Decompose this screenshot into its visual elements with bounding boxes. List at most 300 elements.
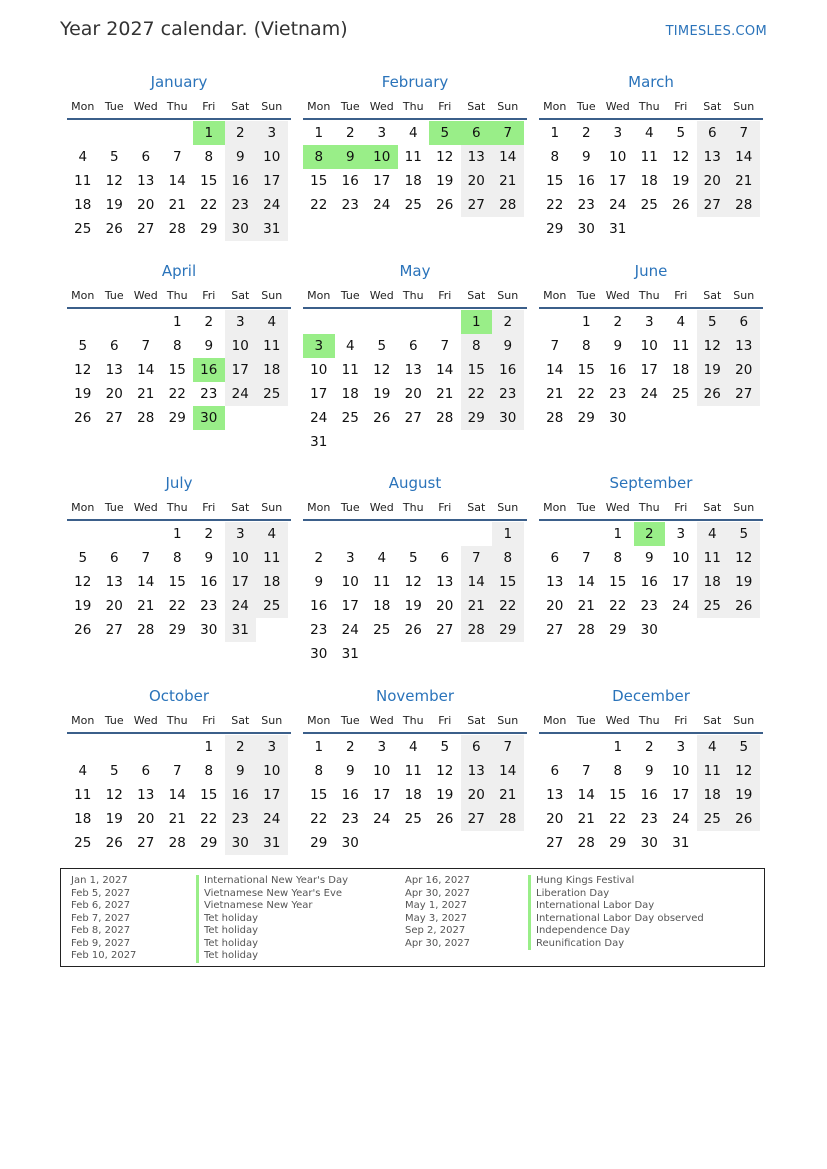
month-march: [539, 70, 763, 241]
month-title: December: [612, 687, 690, 705]
weekend-day-cell: 9: [492, 334, 524, 358]
day-cell: 9: [314, 574, 324, 590]
weekend-day-cell: 14: [492, 759, 524, 783]
day-cell: 24: [310, 410, 328, 426]
weekday-label: Fri: [202, 500, 216, 514]
day-cell: 26: [404, 622, 422, 638]
day-cell: 9: [204, 550, 214, 566]
weekday-header: [67, 495, 291, 521]
day-cell: 29: [200, 835, 218, 851]
weekday-label: Fri: [438, 99, 452, 113]
weekend-day-cell: 2: [225, 121, 257, 145]
weekend-day-cell: 15: [461, 358, 493, 382]
weekend-day-cell: 5: [728, 522, 760, 546]
day-cell: 14: [546, 362, 564, 378]
day-cell: 23: [577, 197, 595, 213]
day-cell: 14: [577, 787, 595, 803]
day-cell: 30: [341, 835, 359, 851]
weekday-label: Wed: [133, 288, 158, 302]
weekday-label: Sat: [467, 713, 486, 727]
weekend-day-cell: 28: [728, 193, 760, 217]
day-cell: 17: [373, 173, 391, 189]
day-cell: 5: [109, 763, 119, 779]
empty-cell: [539, 522, 571, 546]
day-cell: 17: [672, 574, 690, 590]
weekday-label: Sat: [703, 713, 722, 727]
weekend-day-cell: 23: [225, 807, 257, 831]
weekday-label: Mon: [543, 99, 567, 113]
weekend-day-cell: 16: [225, 169, 257, 193]
weekday-label: Thu: [638, 500, 660, 514]
weekend-day-cell: 13: [461, 759, 493, 783]
weekend-day-cell: 31: [256, 217, 288, 241]
legend-holiday-name: Tet holiday: [196, 925, 348, 938]
day-cell: 22: [577, 386, 595, 402]
day-cell: 16: [341, 173, 359, 189]
weekday-label: Sat: [703, 288, 722, 302]
weekday-label: Sun: [261, 500, 283, 514]
legend-date: Feb 9, 2027: [71, 937, 131, 949]
weekend-day-cell: 19: [728, 570, 760, 594]
day-cell: 5: [78, 550, 88, 566]
weekday-label: Tue: [340, 500, 360, 514]
weekday-label: Fri: [202, 288, 216, 302]
day-cell: 11: [640, 149, 658, 165]
day-cell: 5: [377, 338, 387, 354]
weekend-day-cell: 7: [728, 121, 760, 145]
day-cell: 27: [404, 410, 422, 426]
day-cell: 4: [78, 149, 88, 165]
month-title: May: [399, 262, 431, 280]
weekend-day-cell: 14: [492, 145, 524, 169]
day-cell: 29: [609, 835, 627, 851]
day-cell: 11: [74, 787, 92, 803]
weekend-day-cell: 11: [256, 546, 288, 570]
weekday-label: Fri: [674, 288, 688, 302]
weekend-day-cell: 29: [461, 406, 493, 430]
weekday-label: Thu: [402, 713, 424, 727]
day-cell: 14: [168, 787, 186, 803]
weekday-label: Sun: [733, 99, 755, 113]
day-cell: 25: [640, 197, 658, 213]
day-cell: 31: [609, 221, 627, 237]
day-cell: 1: [550, 125, 560, 141]
weekday-label: Tue: [340, 99, 360, 113]
weekend-day-cell: 14: [461, 570, 493, 594]
weekday-label: Thu: [638, 99, 660, 113]
legend-names-col2: [528, 875, 704, 950]
month-february: [303, 70, 527, 217]
day-cell: 17: [672, 787, 690, 803]
day-cell: 20: [105, 598, 123, 614]
day-cell: 30: [577, 221, 595, 237]
day-cell: 26: [74, 410, 92, 426]
weekday-label: Sun: [497, 288, 519, 302]
day-cell: 28: [168, 835, 186, 851]
day-cell: 19: [404, 598, 422, 614]
day-cell: 6: [550, 550, 560, 566]
day-cell: 9: [644, 763, 654, 779]
day-cell: 29: [168, 410, 186, 426]
weekday-label: Tue: [340, 713, 360, 727]
day-cell: 21: [577, 598, 595, 614]
day-cell: 13: [546, 574, 564, 590]
day-cell: 5: [78, 338, 88, 354]
weekday-label: Mon: [543, 713, 567, 727]
holiday-day-cell: 16: [193, 358, 225, 382]
day-cell: 28: [168, 221, 186, 237]
weekend-day-cell: 2: [225, 735, 257, 759]
weekday-label: Thu: [166, 713, 188, 727]
weekend-day-cell: 13: [697, 145, 729, 169]
day-cell: 27: [137, 835, 155, 851]
day-cell: 25: [74, 221, 92, 237]
day-cell: 20: [404, 386, 422, 402]
day-cell: 12: [105, 173, 123, 189]
weekend-day-cell: 28: [492, 807, 524, 831]
weekend-day-cell: 7: [461, 546, 493, 570]
weekday-label: Tue: [576, 288, 596, 302]
weekday-label: Thu: [166, 288, 188, 302]
day-cell: 6: [109, 550, 119, 566]
weekday-label: Wed: [605, 713, 630, 727]
day-cell: 30: [310, 646, 328, 662]
weekend-day-cell: 18: [256, 570, 288, 594]
empty-cell: [99, 121, 131, 145]
weekday-header: [303, 283, 527, 309]
legend-dates-col1: [71, 875, 136, 963]
weekend-day-cell: 29: [492, 618, 524, 642]
legend-date: May 3, 2027: [405, 912, 468, 924]
day-cell: 23: [310, 622, 328, 638]
day-cell: 10: [672, 550, 690, 566]
day-cell: 4: [78, 763, 88, 779]
weekend-day-cell: 25: [697, 807, 729, 831]
day-cell: 7: [172, 763, 182, 779]
weekend-day-cell: 27: [461, 807, 493, 831]
holiday-legend: [60, 868, 765, 967]
holiday-day-cell: 30: [193, 406, 225, 430]
day-cell: 19: [105, 197, 123, 213]
weekday-label: Fri: [438, 288, 452, 302]
day-cell: 12: [672, 149, 690, 165]
weekend-day-cell: 26: [728, 594, 760, 618]
weekend-day-cell: 6: [697, 121, 729, 145]
month-title: November: [375, 687, 455, 705]
weekend-day-cell: 4: [256, 310, 288, 334]
day-cell: 18: [672, 362, 690, 378]
day-cell: 17: [640, 362, 658, 378]
day-cell: 1: [314, 125, 324, 141]
weekend-day-cell: 16: [225, 783, 257, 807]
day-cell: 20: [137, 811, 155, 827]
day-cell: 18: [404, 787, 422, 803]
weekend-day-cell: 15: [492, 570, 524, 594]
day-cell: 26: [74, 622, 92, 638]
weekend-day-cell: 9: [225, 759, 257, 783]
day-cell: 12: [436, 763, 454, 779]
day-cell: 21: [168, 197, 186, 213]
weekend-day-cell: 10: [256, 145, 288, 169]
day-cell: 26: [105, 221, 123, 237]
day-cell: 17: [609, 173, 627, 189]
day-cell: 18: [74, 197, 92, 213]
day-cell: 1: [172, 526, 182, 542]
day-cell: 27: [546, 835, 564, 851]
weekday-header: [67, 94, 291, 120]
month-title: January: [150, 73, 208, 91]
weekend-day-cell: 25: [697, 594, 729, 618]
day-cell: 5: [408, 550, 418, 566]
day-cell: 22: [310, 811, 328, 827]
empty-cell: [130, 735, 162, 759]
legend-date: Feb 8, 2027: [71, 925, 131, 936]
day-cell: 17: [310, 386, 328, 402]
day-cell: 4: [408, 739, 418, 755]
day-cell: 19: [373, 386, 391, 402]
day-cell: 15: [168, 362, 186, 378]
day-cell: 3: [676, 739, 686, 755]
day-cell: 22: [200, 197, 218, 213]
day-cell: 19: [74, 386, 92, 402]
empty-cell: [539, 735, 571, 759]
day-cell: 3: [676, 526, 686, 542]
brand-link[interactable]: TIMESLES.COM: [665, 24, 767, 39]
weekday-header: [67, 708, 291, 734]
weekend-day-cell: 5: [728, 735, 760, 759]
weekend-day-cell: 12: [697, 334, 729, 358]
weekend-day-cell: 26: [697, 382, 729, 406]
weekday-label: Sat: [231, 713, 250, 727]
empty-cell: [99, 735, 131, 759]
legend-holiday-name: Vietnamese New Year's Eve: [196, 888, 348, 901]
legend-holiday-name: International Labor Day observed: [528, 913, 704, 926]
day-cell: 18: [404, 173, 422, 189]
empty-cell: [99, 310, 131, 334]
day-cell: 1: [581, 314, 591, 330]
day-cell: 13: [137, 787, 155, 803]
weekday-label: Thu: [166, 99, 188, 113]
weekday-header: [539, 283, 763, 309]
legend-holiday-name: International New Year's Day: [196, 875, 348, 888]
day-cell: 18: [341, 386, 359, 402]
day-cell: 2: [314, 550, 324, 566]
weekday-label: Wed: [369, 713, 394, 727]
legend-holiday-name: Reunification Day: [528, 938, 704, 951]
day-cell: 1: [613, 739, 623, 755]
empty-cell: [67, 121, 99, 145]
weekend-day-cell: 17: [225, 570, 257, 594]
day-cell: 19: [672, 173, 690, 189]
day-cell: 16: [577, 173, 595, 189]
legend-holiday-name: Tet holiday: [196, 950, 348, 963]
weekend-day-cell: 21: [461, 594, 493, 618]
weekday-label: Sat: [231, 99, 250, 113]
day-cell: 15: [310, 173, 328, 189]
legend-date: Apr 30, 2027: [405, 887, 471, 899]
day-cell: 12: [404, 574, 422, 590]
weekday-header: [303, 708, 527, 734]
day-cell: 25: [404, 811, 422, 827]
weekend-day-cell: 10: [225, 546, 257, 570]
weekend-day-cell: 16: [492, 358, 524, 382]
day-cell: 8: [172, 338, 182, 354]
legend-date: Apr 16, 2027: [405, 875, 471, 886]
day-cell: 20: [546, 811, 564, 827]
day-cell: 27: [105, 622, 123, 638]
empty-cell: [398, 310, 430, 334]
day-cell: 5: [676, 125, 686, 141]
weekday-label: Mon: [307, 500, 331, 514]
month-november: [303, 684, 527, 855]
weekday-label: Wed: [133, 500, 158, 514]
month-may: [303, 259, 527, 454]
weekend-day-cell: 5: [697, 310, 729, 334]
weekday-label: Fri: [674, 500, 688, 514]
weekday-label: Sun: [261, 713, 283, 727]
day-cell: 16: [609, 362, 627, 378]
days-grid: [303, 310, 527, 454]
month-title: July: [165, 474, 193, 492]
empty-cell: [303, 310, 335, 334]
day-cell: 1: [204, 739, 214, 755]
empty-cell: [461, 522, 493, 546]
empty-cell: [130, 310, 162, 334]
month-title: March: [628, 73, 674, 91]
weekday-label: Sat: [231, 288, 250, 302]
weekend-day-cell: 13: [728, 334, 760, 358]
weekday-label: Sat: [467, 500, 486, 514]
day-cell: 15: [200, 787, 218, 803]
month-title: October: [148, 687, 210, 705]
day-cell: 12: [436, 149, 454, 165]
weekday-label: Tue: [576, 99, 596, 113]
day-cell: 7: [581, 763, 591, 779]
day-cell: 23: [341, 811, 359, 827]
day-cell: 7: [141, 550, 151, 566]
weekday-label: Sun: [261, 288, 283, 302]
day-cell: 7: [141, 338, 151, 354]
day-cell: 14: [577, 574, 595, 590]
legend-date: Feb 7, 2027: [71, 912, 131, 924]
day-cell: 19: [436, 173, 454, 189]
day-cell: 12: [74, 362, 92, 378]
day-cell: 21: [577, 811, 595, 827]
month-january: [67, 70, 291, 241]
weekday-label: Mon: [71, 99, 95, 113]
day-cell: 3: [345, 550, 355, 566]
day-cell: 13: [105, 362, 123, 378]
day-cell: 9: [613, 338, 623, 354]
day-cell: 24: [373, 197, 391, 213]
weekend-day-cell: 1: [492, 522, 524, 546]
legend-names-col1: [196, 875, 348, 963]
weekend-day-cell: 31: [225, 618, 257, 642]
day-cell: 24: [609, 197, 627, 213]
day-cell: 15: [609, 787, 627, 803]
days-grid: [303, 735, 527, 855]
day-cell: 15: [609, 574, 627, 590]
day-cell: 3: [613, 125, 623, 141]
weekend-day-cell: 27: [461, 193, 493, 217]
day-cell: 10: [640, 338, 658, 354]
day-cell: 25: [672, 386, 690, 402]
weekend-day-cell: 6: [728, 310, 760, 334]
weekday-label: Sat: [231, 500, 250, 514]
legend-date: Feb 6, 2027: [71, 900, 131, 911]
weekday-label: Thu: [166, 500, 188, 514]
day-cell: 18: [640, 173, 658, 189]
weekend-day-cell: 24: [256, 193, 288, 217]
day-cell: 11: [341, 362, 359, 378]
day-cell: 27: [436, 622, 454, 638]
empty-cell: [429, 310, 461, 334]
day-cell: 7: [581, 550, 591, 566]
month-june: [539, 259, 763, 430]
day-cell: 6: [141, 149, 151, 165]
weekday-label: Sun: [497, 500, 519, 514]
holiday-day-cell: 6: [461, 121, 493, 145]
empty-cell: [366, 522, 398, 546]
weekend-day-cell: 7: [492, 735, 524, 759]
weekend-day-cell: 23: [225, 193, 257, 217]
day-cell: 8: [172, 550, 182, 566]
weekday-label: Tue: [104, 500, 124, 514]
legend-date: Feb 10, 2027: [71, 950, 137, 961]
weekday-label: Wed: [369, 99, 394, 113]
weekend-day-cell: 19: [697, 358, 729, 382]
weekend-day-cell: 25: [256, 382, 288, 406]
weekend-day-cell: 10: [256, 759, 288, 783]
day-cell: 10: [341, 574, 359, 590]
day-cell: 19: [436, 787, 454, 803]
day-cell: 5: [440, 739, 450, 755]
day-cell: 11: [74, 173, 92, 189]
weekend-day-cell: 21: [492, 169, 524, 193]
day-cell: 8: [204, 149, 214, 165]
days-grid: [67, 121, 291, 241]
holiday-day-cell: 7: [492, 121, 524, 145]
day-cell: 22: [546, 197, 564, 213]
day-cell: 6: [408, 338, 418, 354]
days-grid: [539, 121, 763, 241]
weekend-day-cell: 18: [256, 358, 288, 382]
weekday-label: Fri: [202, 713, 216, 727]
weekend-day-cell: 4: [697, 522, 729, 546]
day-cell: 31: [310, 434, 328, 450]
month-title: September: [609, 474, 693, 492]
day-cell: 28: [577, 622, 595, 638]
weekday-label: Sat: [703, 99, 722, 113]
weekend-day-cell: 17: [256, 169, 288, 193]
weekend-day-cell: 3: [256, 121, 288, 145]
day-cell: 22: [200, 811, 218, 827]
weekday-label: Mon: [71, 713, 95, 727]
weekend-day-cell: 17: [225, 358, 257, 382]
weekend-day-cell: 8: [461, 334, 493, 358]
empty-cell: [130, 522, 162, 546]
weekend-day-cell: 22: [461, 382, 493, 406]
day-cell: 7: [172, 149, 182, 165]
weekend-day-cell: 28: [492, 193, 524, 217]
weekend-day-cell: 23: [492, 382, 524, 406]
weekday-label: Wed: [605, 99, 630, 113]
month-august: [303, 471, 527, 666]
day-cell: 16: [200, 574, 218, 590]
day-cell: 27: [546, 622, 564, 638]
day-cell: 1: [172, 314, 182, 330]
weekend-day-cell: 3: [256, 735, 288, 759]
